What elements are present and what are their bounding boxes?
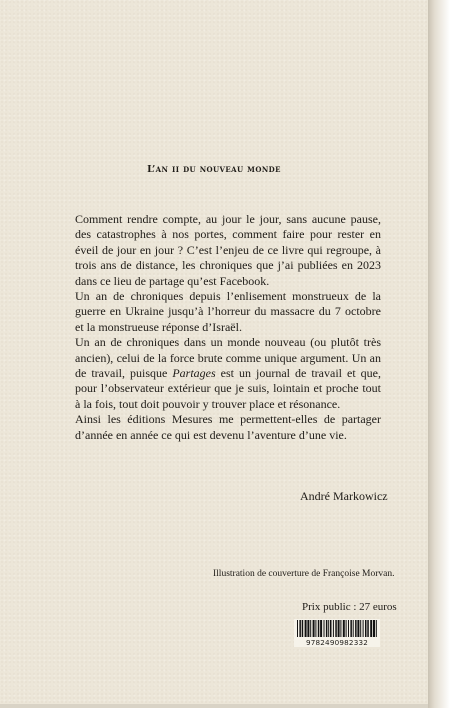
barcode-bar	[365, 620, 367, 637]
blurb-paragraph-3	[75, 335, 381, 412]
barcode-bar	[305, 620, 307, 637]
barcode-bar	[324, 620, 325, 637]
barcode-bar	[350, 620, 352, 637]
barcode-bar	[330, 620, 332, 637]
barcode-bar	[360, 620, 361, 637]
blurb	[75, 212, 381, 443]
barcode-bar	[363, 620, 364, 637]
journal-title: Partages	[172, 366, 216, 381]
barcode-bar	[302, 620, 304, 637]
illustration-credit: Illustration de couverture de Françoise Morvan.	[213, 569, 395, 579]
author-signature: André Markowicz	[300, 489, 388, 503]
page-edge	[428, 0, 450, 708]
barcode-bar	[335, 620, 337, 637]
barcode-bar	[307, 620, 309, 637]
barcode-bar	[338, 620, 340, 637]
barcode-icon	[294, 619, 380, 638]
barcode-bar	[310, 620, 311, 637]
barcode-bar	[353, 620, 354, 637]
barcode-bar	[367, 620, 369, 637]
barcode-bar	[315, 620, 316, 637]
blurb-paragraph-4	[75, 412, 381, 443]
cover-bottom-edge	[0, 704, 428, 708]
isbn-number: 9782490982332	[305, 638, 369, 647]
barcode-bar	[318, 620, 320, 637]
blurb-paragraph-2	[75, 289, 381, 335]
price-label: Prix public : 27 euros	[302, 601, 397, 613]
blurb-text: est un journal de travail et que, pour l’observateur extérieur que je suis, lointain et proche tout à la fois, tout doit pouvoir y trouver place et résonance.	[75, 366, 381, 411]
barcode-bar	[333, 620, 334, 637]
isbn-barcode	[294, 619, 380, 647]
barcode-bar	[297, 620, 298, 637]
barcode-bar	[299, 620, 301, 637]
barcode-bar	[340, 620, 341, 637]
barcode-bar	[348, 620, 349, 637]
barcode-bar	[326, 620, 328, 637]
barcode-bar	[376, 620, 377, 637]
blurb-paragraph-1	[75, 212, 381, 289]
blurb-text: Un an de chroniques depuis l’enlisement monstrueux de la guerre en Ukraine jusqu’à l’horreur du massacre du 7 octobre et la monstrueuse réponse d’Israël.	[75, 289, 381, 334]
barcode-bar	[328, 620, 329, 637]
blurb-text: Comment rendre compte, au jour le jour, sans aucune pause, des catastrophes à nos portes, comment faire pour rester en éveil de jour en jour ? C’est l’enjeu de ce livre qui regroupe, à trois ans de distance, les chroniques que j’ai publiées en 2023 dans ce lieu de partage qu’est Facebook.	[75, 212, 381, 288]
barcode-bar	[320, 620, 322, 637]
book-title: L’an ii du nouveau monde	[147, 164, 281, 175]
barcode-bar	[343, 620, 345, 637]
barcode-bar	[346, 620, 347, 637]
blurb-text: Un an de chroniques dans un monde nouveau (ou plutôt très ancien), celui de la force brute comme unique argument. Un an de travail, puisque	[75, 335, 381, 381]
barcode-bar	[313, 620, 315, 637]
blurb-text: Ainsi les éditions Mesures me permettent-elles de partager d’année en année ce qui est devenu l’aventure d’une vie.	[75, 412, 381, 442]
barcode-bar	[373, 620, 375, 637]
barcode-bar	[355, 620, 357, 637]
barcode-bar	[370, 620, 372, 637]
barcode-bar	[357, 620, 359, 637]
